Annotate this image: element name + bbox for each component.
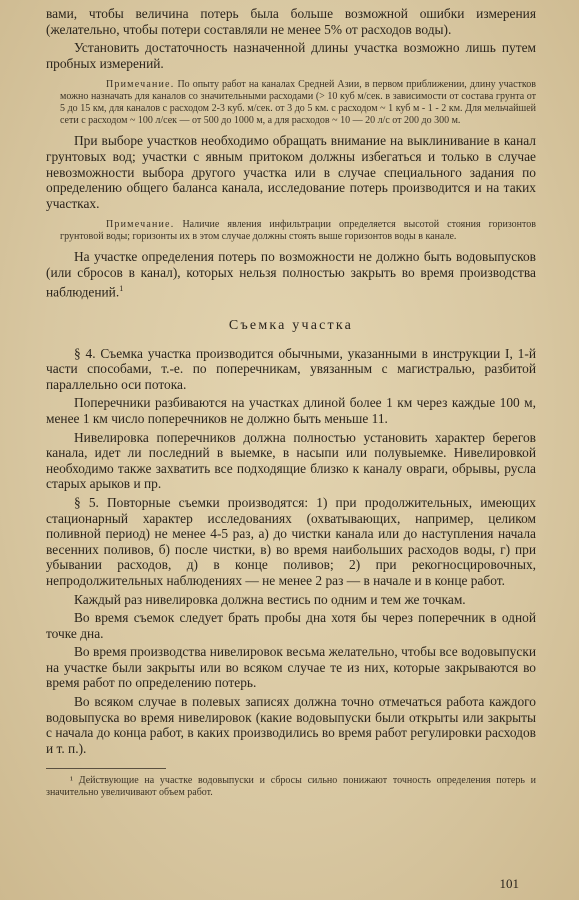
note-caption: Примечание.	[106, 219, 175, 231]
paragraph-outlets-text: На участке определения потерь по возможности не должно быть водовыпусков (или сбросов в канал), которых нельзя полностью закрыть во время производства наблюдений.	[46, 249, 536, 299]
note-text: По опыту работ на каналах Средней Азии, в первом приближении, длину участков можно назначать для каналов со значительными расходами (> 10 куб м/сек. в зависимости от состава грунта от 5 до 15 км, для каналов с расходом 2-3 куб. м/сек. от 3 до 5 км. с расходом ~ 1 куб м - 1 - 2 км. Для мельчайшей сети с расходом ~ 100 л/сек — от 500 до 1000 м, а для расходов ~ 10 — 20 л/с от 200 до 300 м.	[60, 79, 536, 127]
paragraph-groundwater: При выборе участков необходимо обращать внимание на выклинивание в канал грунтовых вод; участки с явным притоком должны избегаться и только в случае невозможности выбора другого участка или в случае специального задания по определению общего баланса канала, исследование потерь производится и на таких участках.	[46, 133, 536, 211]
paragraph-section-4: § 4. Съемка участка производится обычными, указанными в инструкции I, 1-й части способами, т.-е. по поперечникам, увязанным с магистралью, разбитой параллельно оси потока.	[46, 345, 536, 392]
footnote: ¹ Действующие на участке водовыпуски и сбросы сильно понижают точность определения потерь и значительно увеличивают объем работ.	[46, 775, 536, 799]
footnote-marker: 1	[119, 283, 124, 293]
note-infiltration	[60, 219, 536, 243]
paragraph-outlets	[46, 249, 536, 299]
paragraph-bottom-samples: Во время съемок следует брать пробы дна хотя бы через поперечник в одной точке дна.	[46, 610, 536, 641]
paragraph-section-5: § 5. Повторные съемки производятся: 1) при продолжительных, имеющих стационарный характер исследованиях (охватывающих, например, целиком поливной период) не менее 4-5 раз, а) до чистки канала или до наступления начала весенних поливов, б) после чистки, в) во время наибольших расходов воды, г) при убывании расходов, д) в конце поливов; 2) при рекогносцировочных, непродолжительных наблюдениях — не менее 2 раз — в начале и в конце работ.	[46, 494, 536, 588]
paragraph-continued: вами, чтобы величина потерь была больше возможной ошибки измерения (желательно, чтобы потери составляли не менее 5% от расходов воды).	[46, 6, 536, 37]
paragraph-field-records: Во всяком случае в полевых записях должна точно отмечаться работа каждого водовыпуска во время нивелировок (какие водовыпуски были открыты или закрыты с начала до конца работ, в каких производились во время работ регулировки расходов и т. п.).	[46, 694, 536, 756]
page-content	[46, 6, 536, 799]
footnote-divider	[46, 768, 166, 769]
page-number: 101	[499, 876, 519, 891]
section-title: Съемка участка	[228, 317, 354, 333]
paragraph-leveling: Нивелировка поперечников должна полностью установить характер берегов канала, идет ли последний в выемке, в насыпи или полувыемке. Нивелировкой необходимо также захватить все подходящие близко к каналу овраги, обрывы, русла старых арыков и пр.	[46, 429, 536, 492]
paragraph-sufficiency: Установить достаточность назначенной длины участка возможно лишь путем пробных измерений.	[46, 40, 536, 71]
paragraph-outlets-closed: Во время производства нивелировок весьма желательно, чтобы все водовыпуски на участке были закрыты или во всяком случае те из них, которые закрываются во время работ по определению потерь.	[46, 644, 536, 691]
paragraph-cross-sections: Поперечники разбиваются на участках длиной более 1 км через каждые 100 м, менее 1 км число поперечников не должно быть меньше 11.	[46, 395, 536, 426]
note-section-length	[60, 79, 536, 127]
note-caption: Примечание.	[106, 79, 175, 91]
paragraph-same-points: Каждый раз нивелировка должна вестись по одним и тем же точкам.	[74, 591, 466, 607]
note-text: Наличие явления инфильтрации определяется высотой стояния горизонтов грунтовой воды; горизонты их в этом случае должны стоять выше горизонтов воды в канале.	[60, 219, 536, 243]
